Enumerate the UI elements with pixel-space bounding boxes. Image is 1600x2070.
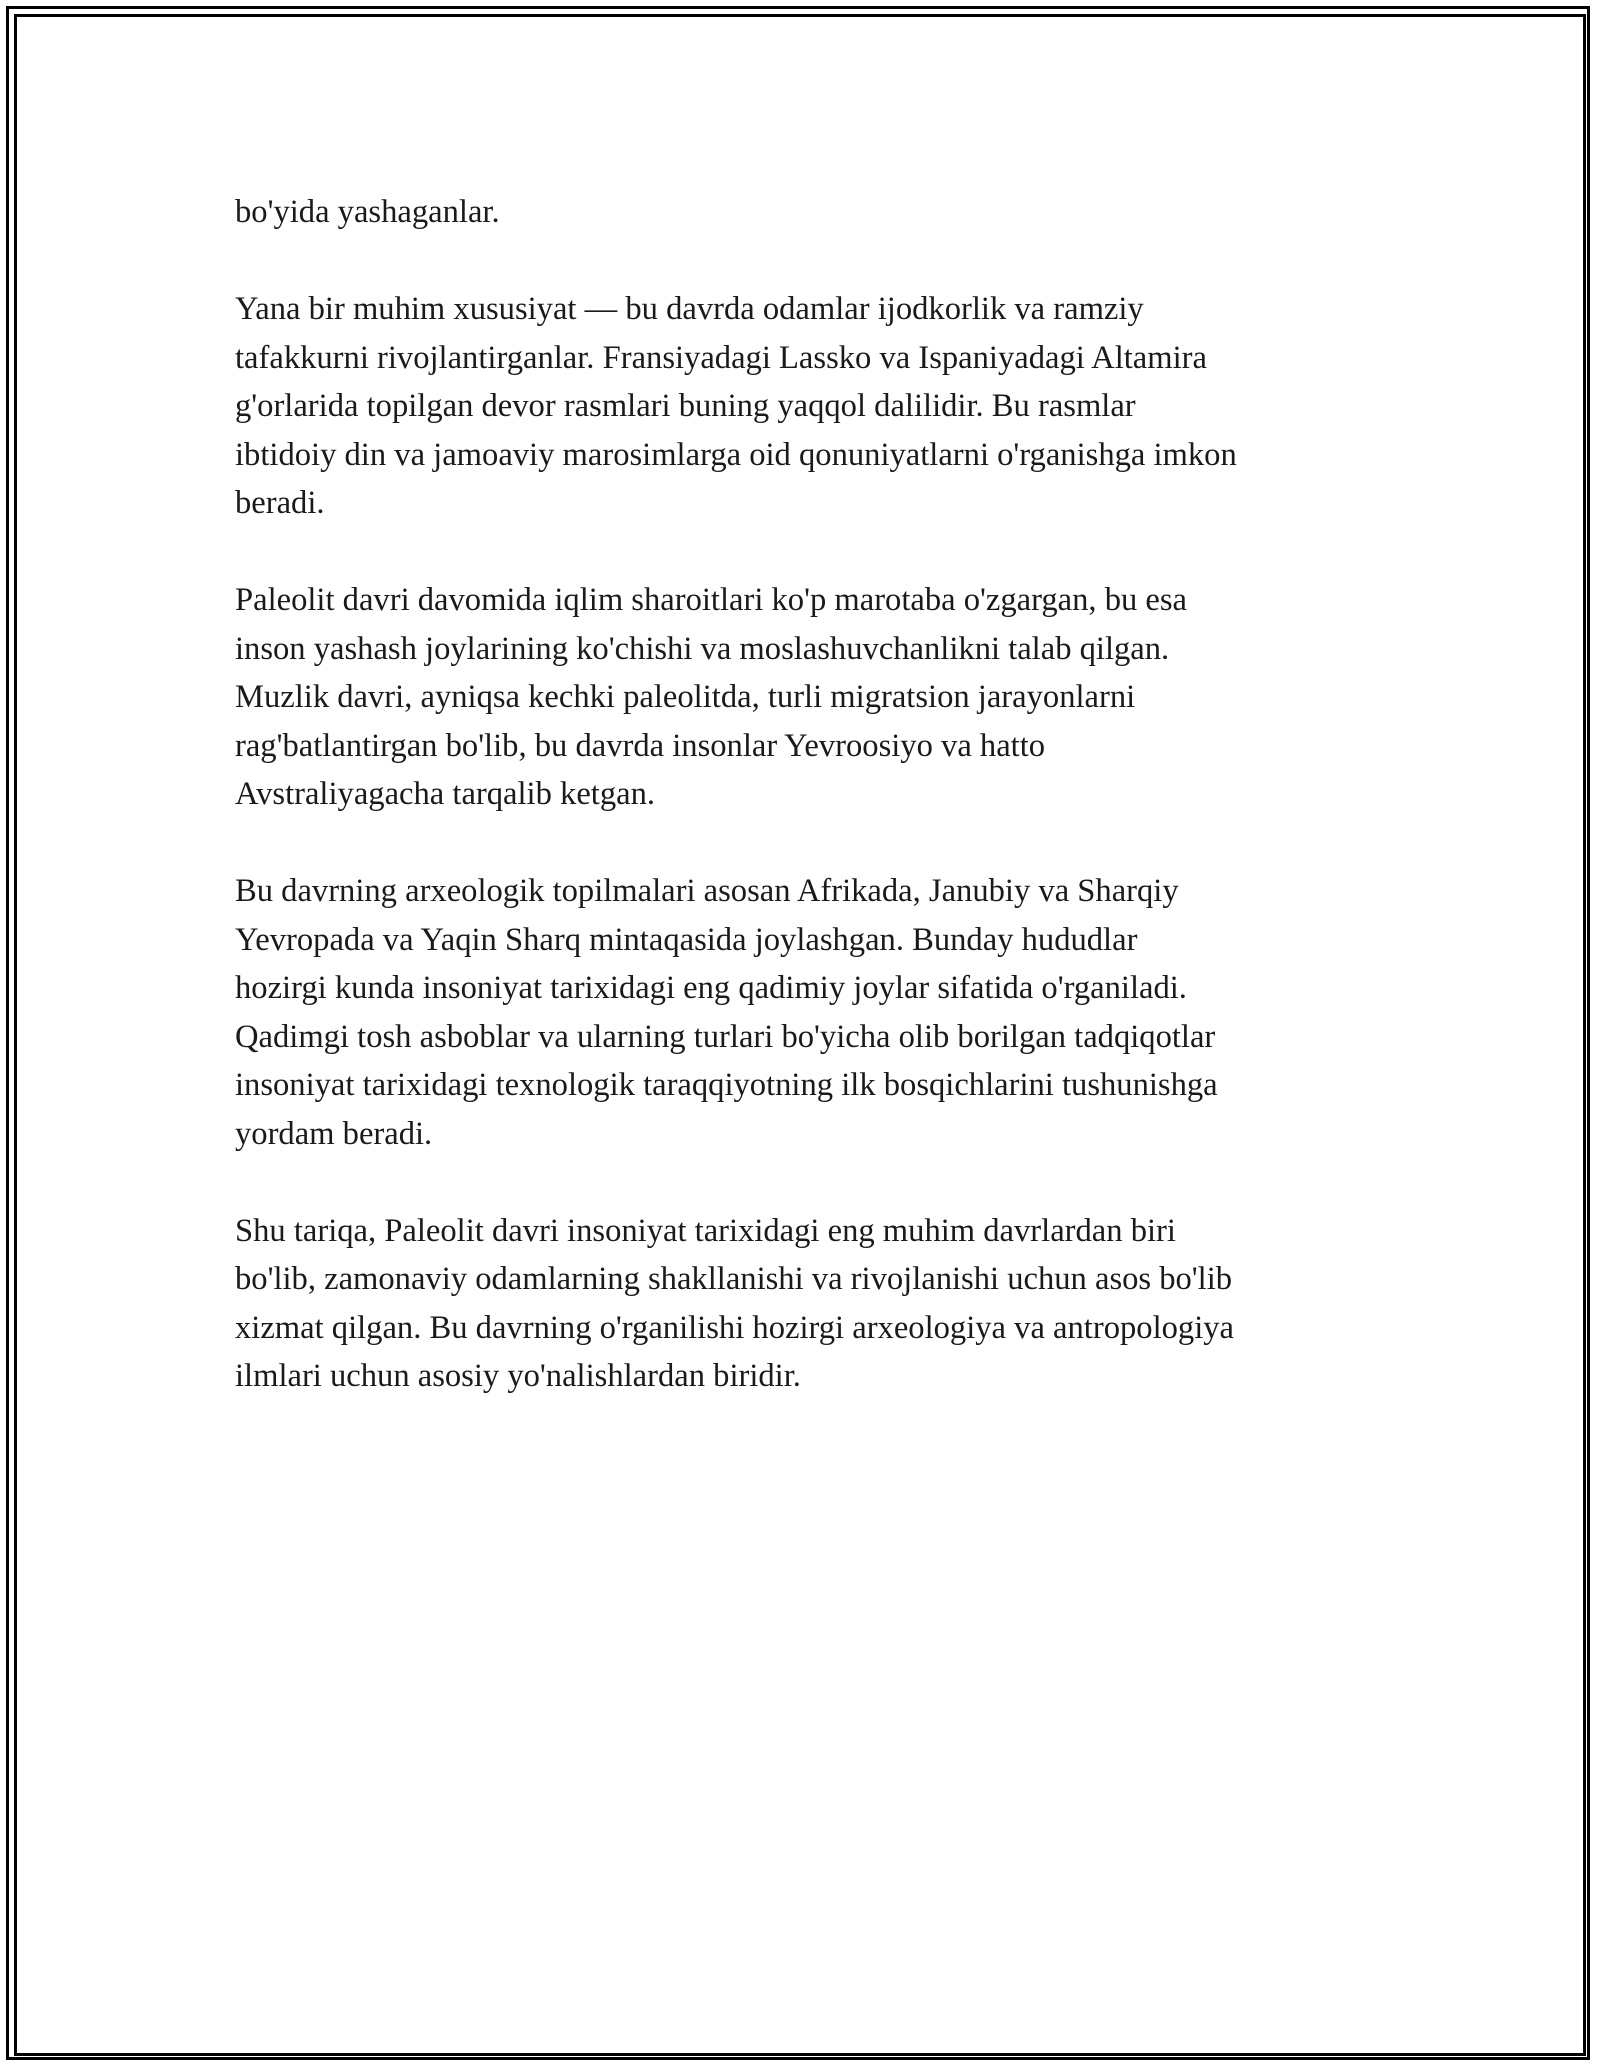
paragraph: Bu davrning arxeologik topilmalari asosan Afrikada, Janubiy va Sharqiy Yevropada va Yaqin Sharq mintaqasida joylashgan. Bunday hududlar hozirgi kunda insoniyat tarixidagi eng qadimiy joylar sifatida o'rganiladi. Qadimgi tosh asboblar va ularning turlari bo'yicha olib borilgan tadqiqotlar insoniyat tarixidagi texnologik taraqqiyotning ilk bosqichlarini tushunishga yordam beradi. — [235, 873, 1218, 1152]
paragraph: Paleolit davri davomida iqlim sharoitlari ko'p marotaba o'zgargan, bu esa inson yashash joylarining ko'chishi va moslashuvchanlikni talab qilgan. Muzlik davri, ayniqsa kechki paleolitda, turli migratsion jarayonlarni rag'batlantirgan bo'lib, bu davrda insonlar Yevroosiyo va hatto Avstraliyagacha tarqalib ketgan. — [235, 582, 1188, 812]
document-body — [235, 188, 1395, 1449]
paragraph: Yana bir muhim xususiyat — bu davrda odamlar ijodkorlik va ramziy tafakkurni rivojlantirganlar. Fransiyadagi Lassko va Ispaniyadagi Altamira g'orlarida topilgan devor rasmlari buning yaqqol dalilidir. Bu rasmlar ibtidoiy din va jamoaviy marosimlarga oid qonuniyatlarni o'rganishga imkon beradi. — [235, 291, 1237, 521]
paragraph: bo'yida yashaganlar. — [235, 194, 500, 230]
paragraph: Shu tariqa, Paleolit davri insoniyat tarixidagi eng muhim davrlardan biri bo'lib, zamonaviy odamlarning shakllanishi va rivojlanishi uchun asos bo'lib xizmat qilgan. Bu davrning o'rganilishi hozirgi arxeologiya va antropologiya ilmlari uchun asosiy yo'nalishlardan biridir. — [235, 1212, 1234, 1394]
